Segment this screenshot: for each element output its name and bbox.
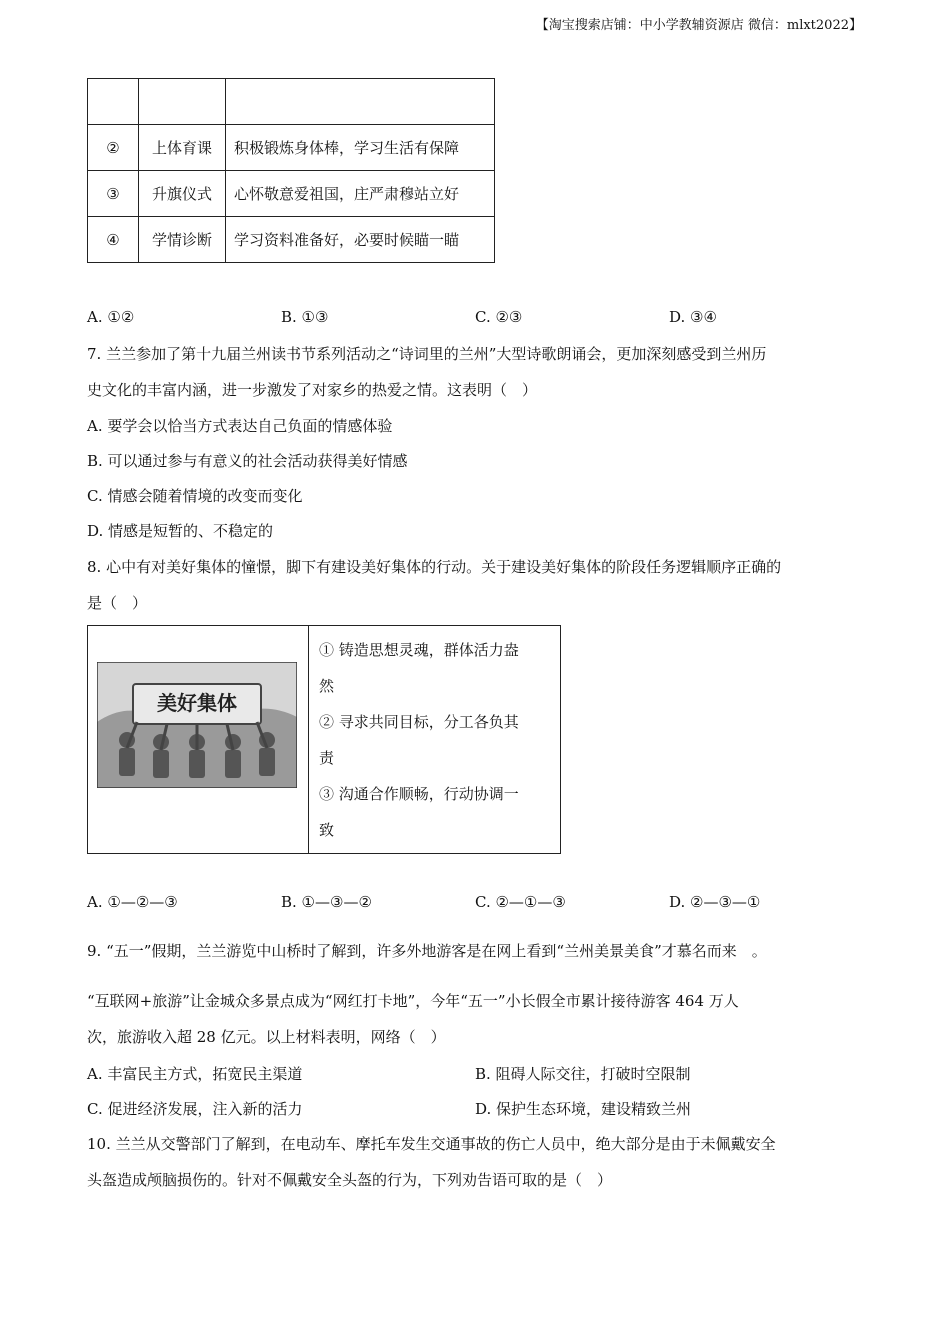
row-number: ④ (88, 217, 139, 263)
q8-option-d[interactable]: D. ②—③—① (669, 893, 761, 911)
q9-stem-line2: “互联网+旅游”让金城众多景点成为“网红打卡地”，今年“五一”小长假全市累计接待游客 464 万人 (87, 992, 739, 1010)
row-description: 学习资料准备好，必要时候瞄一瞄 (226, 217, 495, 263)
q9-option-c[interactable]: C. 促进经济发展，注入新的活力 (87, 1100, 303, 1118)
q6-option-c[interactable]: C. ②③ (475, 308, 523, 326)
q6-option-d[interactable]: D. ③④ (669, 308, 717, 326)
q7-option-c[interactable]: C. 情感会随着情境的改变而变化 (87, 487, 303, 505)
q8-option-a[interactable]: A. ①—②—③ (87, 893, 178, 911)
q8-option-b[interactable]: B. ①—③—② (281, 893, 372, 911)
table-row (88, 125, 495, 171)
q8-stem-line2: 是（ ） (87, 594, 148, 612)
stage-line: 然 (319, 677, 335, 695)
q7-option-b[interactable]: B. 可以通过参与有意义的社会活动获得美好情感 (87, 452, 408, 470)
q9-option-d[interactable]: D. 保护生态环境，建设精致兰州 (475, 1100, 692, 1118)
row-activity: 上体育课 (139, 125, 226, 171)
q6-option-b[interactable]: B. ①③ (281, 308, 329, 326)
image-cell (88, 626, 309, 853)
row-description: 积极锻炼身体棒，学习生活有保障 (226, 125, 495, 171)
q9-option-b[interactable]: B. 阻碍人际交往，打破时空限制 (475, 1065, 691, 1083)
collective-illustration (97, 662, 297, 788)
row-activity: 升旗仪式 (139, 171, 226, 217)
q6-option-a[interactable]: A. ①② (87, 308, 135, 326)
page-header: 【淘宝搜索店铺：中小学教辅资源店 微信：mlxt2022】 (535, 18, 862, 33)
activity-table (87, 78, 495, 263)
q8-option-c[interactable]: C. ②—①—③ (475, 893, 566, 911)
sign-text: 美好集体 (157, 691, 237, 715)
table-row (88, 79, 495, 125)
row-number: ③ (88, 171, 139, 217)
q9-stem-line3: 次，旅游收入超 28 亿元。以上材料表明，网络（ ） (87, 1028, 446, 1046)
q10-stem-line2: 头盔造成颅脑损伤的。针对不佩戴安全头盔的行为，下列劝告语可取的是（ ） (87, 1171, 613, 1189)
table-row (88, 171, 495, 217)
collective-table (87, 625, 561, 854)
q10-stem-line1: 10. 兰兰从交警部门了解到，在电动车、摩托车发生交通事故的伤亡人员中，绝大部分是由于未佩戴安全 (87, 1135, 776, 1153)
q9-option-a[interactable]: A. 丰富民主方式，拓宽民主渠道 (87, 1065, 303, 1083)
q7-stem-line2: 史文化的丰富内涵，进一步激发了对家乡的热爱之情。这表明（ ） (87, 381, 538, 399)
stage-list-cell (309, 626, 560, 853)
stage-line: 致 (319, 821, 335, 839)
stage-line: 责 (319, 749, 335, 767)
q7-option-d[interactable]: D. 情感是短暂的、不稳定的 (87, 522, 274, 540)
row-description: 心怀敬意爱祖国，庄严肃穆站立好 (226, 171, 495, 217)
row-activity: 学情诊断 (139, 217, 226, 263)
row-number: ② (88, 125, 139, 171)
table-row (88, 217, 495, 263)
q9-stem-line1: 9. “五一”假期，兰兰游览中山桥时了解到，许多外地游客是在网上看到“兰州美景美食”才慕名而来 。 (87, 942, 767, 960)
stage-line: ③ 沟通合作顺畅，行动协调一 (319, 785, 519, 803)
q7-stem-line1: 7. 兰兰参加了第十九届兰州读书节系列活动之“诗词里的兰州”大型诗歌朗诵会，更加深刻感受到兰州历 (87, 345, 767, 363)
stage-line: ② 寻求共同目标，分工各负其 (319, 713, 519, 731)
q7-option-a[interactable]: A. 要学会以恰当方式表达自己负面的情感体验 (87, 417, 393, 435)
q8-stem-line1: 8. 心中有对美好集体的憧憬，脚下有建设美好集体的行动。关于建设美好集体的阶段任务逻辑顺序正确的 (87, 558, 782, 576)
stage-line: ① 铸造思想灵魂，群体活力盎 (319, 641, 519, 659)
